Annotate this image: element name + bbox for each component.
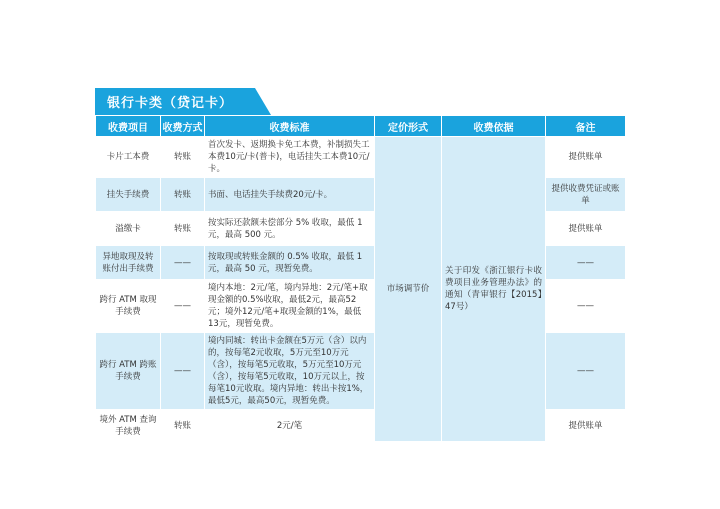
header-method: 收费方式 bbox=[161, 116, 205, 137]
cell-item: 溢缴卡 bbox=[96, 212, 161, 246]
cell-pricing-form: 市场调节价 bbox=[375, 137, 442, 442]
cell-method: —— bbox=[161, 246, 205, 280]
cell-basis: 关于印发《浙江银行卡收费项目业务管理办法》的通知（青审银行【2015】47号） bbox=[442, 137, 546, 442]
section-title: 银行卡类（贷记卡） bbox=[107, 96, 234, 111]
table-header-row bbox=[96, 116, 626, 137]
cell-standard: 2元/笔 bbox=[205, 410, 375, 442]
table-row bbox=[96, 280, 626, 333]
cell-item: 境外 ATM 查询手续费 bbox=[96, 410, 161, 442]
header-item: 收费项目 bbox=[96, 116, 161, 137]
cell-note: 提供账单 bbox=[546, 137, 626, 178]
table-row bbox=[96, 178, 626, 212]
cell-standard: 按实际还款额未偿部分 5% 收取，最低 1 元，最高 500 元。 bbox=[205, 212, 375, 246]
cell-standard: 按取现或转账金额的 0.5% 收取，最低 1 元，最高 50 元，现暂免费。 bbox=[205, 246, 375, 280]
header-standard: 收费标准 bbox=[205, 116, 375, 137]
cell-standard: 境内本地：2元/笔，境内异地：2元/笔+取现金额的0.5%收取，最低2元，最高52元；境外12元/笔+取现金额的1%，最低13元，现暂免费。 bbox=[205, 280, 375, 333]
header-basis: 收费依据 bbox=[442, 116, 546, 137]
table-row bbox=[96, 410, 626, 442]
cell-item: 卡片工本费 bbox=[96, 137, 161, 178]
cell-note: 提供收费凭证或账单 bbox=[546, 178, 626, 212]
header-note: 备注 bbox=[546, 116, 626, 137]
cell-standard: 境内同城：转出卡金额在5万元（含）以内的，按每笔2元收取，5万元至10万元（含），按每笔5元收取，5万元至10万元（含），按每笔5元收取，10万元以上，按每笔10元收取。境内异地：转出卡按1%，最低5元，最高50元，现暂免费。 bbox=[205, 333, 375, 410]
cell-standard: 首次发卡、返期换卡免工本费，补制损失工本费10元/卡(普卡)，电话挂失工本费10元/卡。 bbox=[205, 137, 375, 178]
cell-method: —— bbox=[161, 333, 205, 410]
cell-item: 异地取现及转账付出手续费 bbox=[96, 246, 161, 280]
table-row bbox=[96, 137, 626, 178]
table-row bbox=[96, 333, 626, 410]
cell-method: 转账 bbox=[161, 410, 205, 442]
fee-table bbox=[95, 115, 626, 442]
cell-note: —— bbox=[546, 280, 626, 333]
cell-note: —— bbox=[546, 333, 626, 410]
cell-note: —— bbox=[546, 246, 626, 280]
cell-item: 跨行 ATM 跨账手续费 bbox=[96, 333, 161, 410]
header-pricing: 定价形式 bbox=[375, 116, 442, 137]
cell-item: 跨行 ATM 取现手续费 bbox=[96, 280, 161, 333]
cell-method: —— bbox=[161, 280, 205, 333]
table-row bbox=[96, 212, 626, 246]
cell-note: 提供账单 bbox=[546, 212, 626, 246]
cell-method: 转账 bbox=[161, 212, 205, 246]
cell-standard: 书面、电话挂失手续费20元/卡。 bbox=[205, 178, 375, 212]
cell-method: 转账 bbox=[161, 178, 205, 212]
cell-item: 挂失手续费 bbox=[96, 178, 161, 212]
section-banner bbox=[95, 88, 271, 115]
cell-method: 转账 bbox=[161, 137, 205, 178]
cell-note: 提供账单 bbox=[546, 410, 626, 442]
table-row bbox=[96, 246, 626, 280]
